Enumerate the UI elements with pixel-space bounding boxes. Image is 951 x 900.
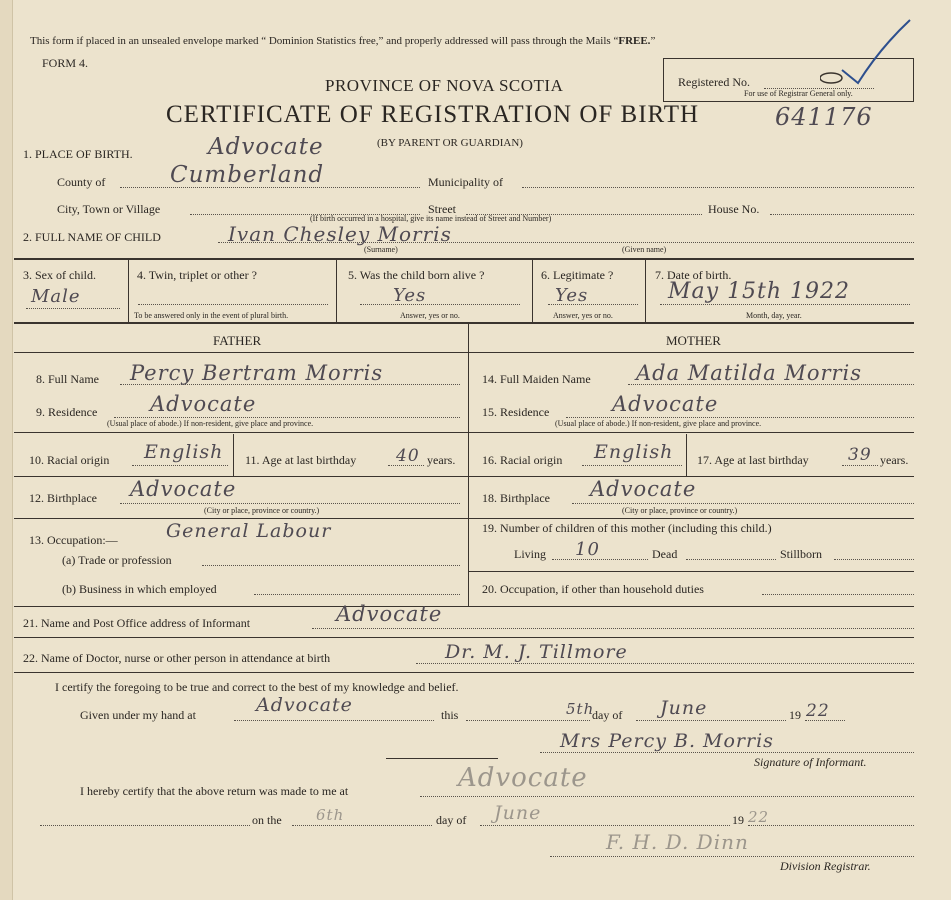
row3-bottom-rule — [14, 322, 914, 324]
certificate-title: CERTIFICATE OF REGISTRATION OF BIRTH — [166, 101, 700, 128]
house-no-label: House No. — [708, 202, 760, 216]
father-name-label: 8. Full Name — [36, 372, 99, 386]
form-number: FORM 4. — [42, 56, 89, 70]
father-birthplace-label: 12. Birthplace — [29, 491, 97, 505]
given-place-value: Advocate — [256, 694, 353, 716]
mother-racial-label: 16. Racial origin — [482, 453, 563, 467]
living-value: 10 — [575, 539, 600, 560]
certify-statement: I certify the foregoing to be true and correct to the best of my knowledge and belief. — [55, 680, 459, 694]
postal-notice — [30, 35, 655, 47]
mother-birthplace-label: 18. Birthplace — [482, 491, 550, 505]
date-of-birth-note: Month, day, year. — [746, 311, 802, 320]
father-residence-note: (Usual place of abode.) If non-resident, give place and province. — [107, 419, 314, 428]
father-age-label: 11. Age at last birthday — [245, 453, 357, 467]
postal-notice-end: ” — [650, 35, 656, 47]
date-of-birth-value: May 15th 1922 — [668, 279, 851, 304]
mother-occupation-label: 20. Occupation, if other than household duties — [482, 582, 704, 596]
father-birthplace-value: Advocate — [130, 477, 237, 501]
registrar-day-of-label: day of — [436, 813, 467, 827]
registered-no-label: Registered No. — [678, 75, 750, 89]
mother-children-label: 19. Number of children of this mother (including this child.) — [482, 521, 772, 535]
certificate-subtitle: (BY PARENT OR GUARDIAN) — [377, 137, 523, 149]
father-occupation-label: 13. Occupation:— — [29, 533, 118, 547]
doctor-label: 22. Name of Doctor, nurse or other person in attendance at birth — [23, 651, 331, 665]
registration-stamp-number: 641176 — [775, 103, 873, 131]
given-year-prefix: 19 — [789, 708, 801, 722]
registered-no-note: For use of Registrar General only. — [744, 89, 853, 98]
county-value: Cumberland — [170, 162, 325, 188]
mother-years-label: years. — [880, 453, 909, 467]
mother-heading: MOTHER — [666, 333, 721, 348]
father-residence-value: Advocate — [150, 392, 257, 416]
registrar-day-value: 6th — [316, 806, 345, 824]
child-name-label: 2. FULL NAME OF CHILD — [23, 230, 161, 244]
informant-label: 21. Name and Post Office address of Informant — [23, 616, 251, 630]
on-the-label: on the — [252, 813, 282, 827]
father-name-value: Percy Bertram Morris — [130, 361, 384, 385]
division-registrar-label: Division Registrar. — [780, 859, 871, 873]
father-years-label: years. — [427, 453, 456, 467]
mother-age-label: 17. Age at last birthday — [697, 453, 809, 467]
mother-racial-value: English — [594, 441, 674, 463]
postal-free-label: FREE. — [618, 35, 651, 47]
check-mark-icon — [820, 18, 920, 88]
signature-of-informant-label: Signature of Informant. — [754, 755, 867, 769]
mother-residence-label: 15. Residence — [482, 405, 550, 419]
page-left-edge — [0, 0, 13, 900]
sex-label: 3. Sex of child. — [23, 268, 96, 282]
row3-top-rule — [14, 258, 914, 260]
registrar-year-value: 22 — [748, 808, 770, 826]
born-alive-note: Answer, yes or no. — [400, 311, 460, 320]
doctor-value: Dr. M. J. Tillmore — [445, 641, 628, 663]
sex-value: Male — [31, 286, 81, 307]
street-label: Street — [428, 202, 456, 216]
given-year-value: 22 — [806, 701, 830, 721]
city-label: City, Town or Village — [57, 202, 161, 216]
registrar-signature: F. H. D. Dinn — [606, 830, 749, 854]
registrar-statement: I hereby certify that the above return was made to me at — [80, 784, 349, 798]
county-label: County of — [57, 175, 106, 189]
living-label: Living — [514, 547, 546, 561]
mother-name-value: Ada Matilda Morris — [636, 361, 863, 385]
father-racial-label: 10. Racial origin — [29, 453, 110, 467]
born-alive-label: 5. Was the child born alive ? — [348, 268, 485, 282]
date-of-birth-label: 7. Date of birth. — [655, 268, 732, 282]
mother-name-label: 14. Full Maiden Name — [482, 372, 591, 386]
father-birthplace-note: (City or place, province or country.) — [204, 506, 320, 515]
parents-divider — [468, 324, 469, 606]
twin-label: 4. Twin, triplet or other ? — [137, 268, 257, 282]
province-heading: PROVINCE OF NOVA SCOTIA — [325, 76, 564, 95]
legitimate-note: Answer, yes or no. — [553, 311, 613, 320]
municipality-label: Municipality of — [428, 175, 503, 189]
father-trade-label: (a) Trade or profession — [62, 553, 172, 567]
given-day-value: 5th — [566, 700, 595, 718]
given-month-value: June — [660, 697, 708, 719]
twin-note: To be answered only in the event of plural birth. — [134, 311, 289, 320]
place-of-birth-value: Advocate — [208, 134, 324, 160]
dead-label: Dead — [652, 547, 678, 561]
legitimate-label: 6. Legitimate ? — [541, 268, 614, 282]
father-heading: FATHER — [213, 333, 262, 348]
registrar-place-value: Advocate — [458, 763, 588, 793]
mother-age-value: 39 — [848, 445, 872, 465]
day-of-label: day of — [592, 708, 623, 722]
father-age-value: 40 — [396, 446, 420, 466]
born-alive-value: Yes — [393, 285, 427, 306]
mother-residence-value: Advocate — [612, 392, 719, 416]
registrar-year-prefix: 19 — [732, 813, 744, 827]
mother-birthplace-note: (City or place, province or country.) — [622, 506, 738, 515]
informant-signature: Mrs Percy B. Morris — [560, 730, 774, 752]
mother-birthplace-value: Advocate — [590, 477, 697, 501]
place-of-birth-label: 1. PLACE OF BIRTH. — [23, 147, 133, 161]
given-under-label: Given under my hand at — [80, 708, 196, 722]
informant-value: Advocate — [336, 602, 443, 626]
separator-rule — [386, 758, 498, 759]
hospital-note: (If birth occurred in a hospital, give its name instead of Street and Number) — [310, 214, 552, 223]
registrar-month-value: June — [494, 802, 542, 824]
given-name-note: (Given name) — [622, 245, 667, 254]
child-name-value: Ivan Chesley Morris — [228, 222, 452, 246]
surname-note: (Surname) — [364, 245, 398, 254]
father-occupation-value: General Labour — [166, 520, 332, 542]
father-racial-value: English — [144, 441, 224, 463]
mother-residence-note: (Usual place of abode.) If non-resident, give place and province. — [555, 419, 762, 428]
postal-notice-text: This form if placed in an unsealed envelope marked “ Dominion Statistics free,” and properly addressed will pass through the Mails “ — [30, 35, 619, 47]
legitimate-value: Yes — [555, 285, 589, 306]
this-label: this — [441, 708, 459, 722]
stillborn-label: Stillborn — [780, 547, 823, 561]
father-residence-label: 9. Residence — [36, 405, 98, 419]
father-business-label: (b) Business in which employed — [62, 582, 217, 596]
